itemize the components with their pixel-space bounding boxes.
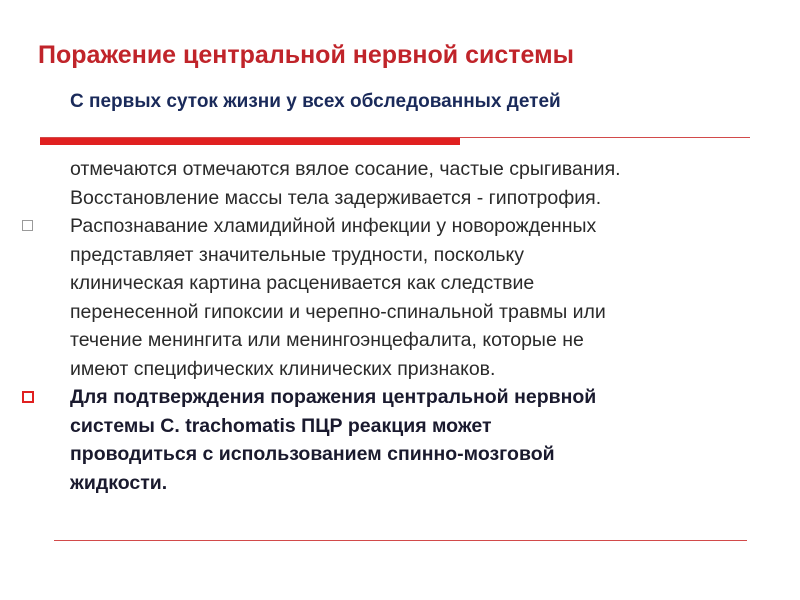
text-line: проводиться с использованием спинно-мозговой [70,443,555,465]
slide-subtitle: С первых суток жизни у всех обследованных детей [70,91,561,112]
red-square-bullet-icon [22,391,34,403]
text-line: системы C. trachomatis ПЦР реакция может [70,414,492,437]
hollow-square-bullet-icon [22,220,33,231]
text-line: отмечаются отмечаются вялое сосание, частые срыгивания. [70,158,621,180]
slide-title: Поражение центральной нервной системы [38,41,574,69]
bottom-divider-line [54,540,747,541]
text-line: Восстановление массы тела задерживается - гипотрофия. [70,186,602,209]
text-line: жидкости. [70,471,168,494]
paragraph-1 [0,155,800,212]
text-line: Для подтверждения поражения центральной нервной [70,386,597,408]
paragraph-3 [0,383,800,497]
text-line: течение менингита или менингоэнцефалита, которые не [70,329,584,351]
text-line: имеют специфических клинических признаков. [70,357,496,380]
text-line: клиническая картина расценивается как следствие [70,272,535,294]
text-line: Распознавание хламидийной инфекции у новорожденных [70,215,597,237]
text-line: перенесенной гипоксии и черепно-спинальной травмы или [70,300,606,323]
body-text [0,155,800,497]
text-line: представляет значительные трудности, поскольку [70,243,524,266]
accent-bar [40,138,460,145]
paragraph-2 [0,212,800,383]
